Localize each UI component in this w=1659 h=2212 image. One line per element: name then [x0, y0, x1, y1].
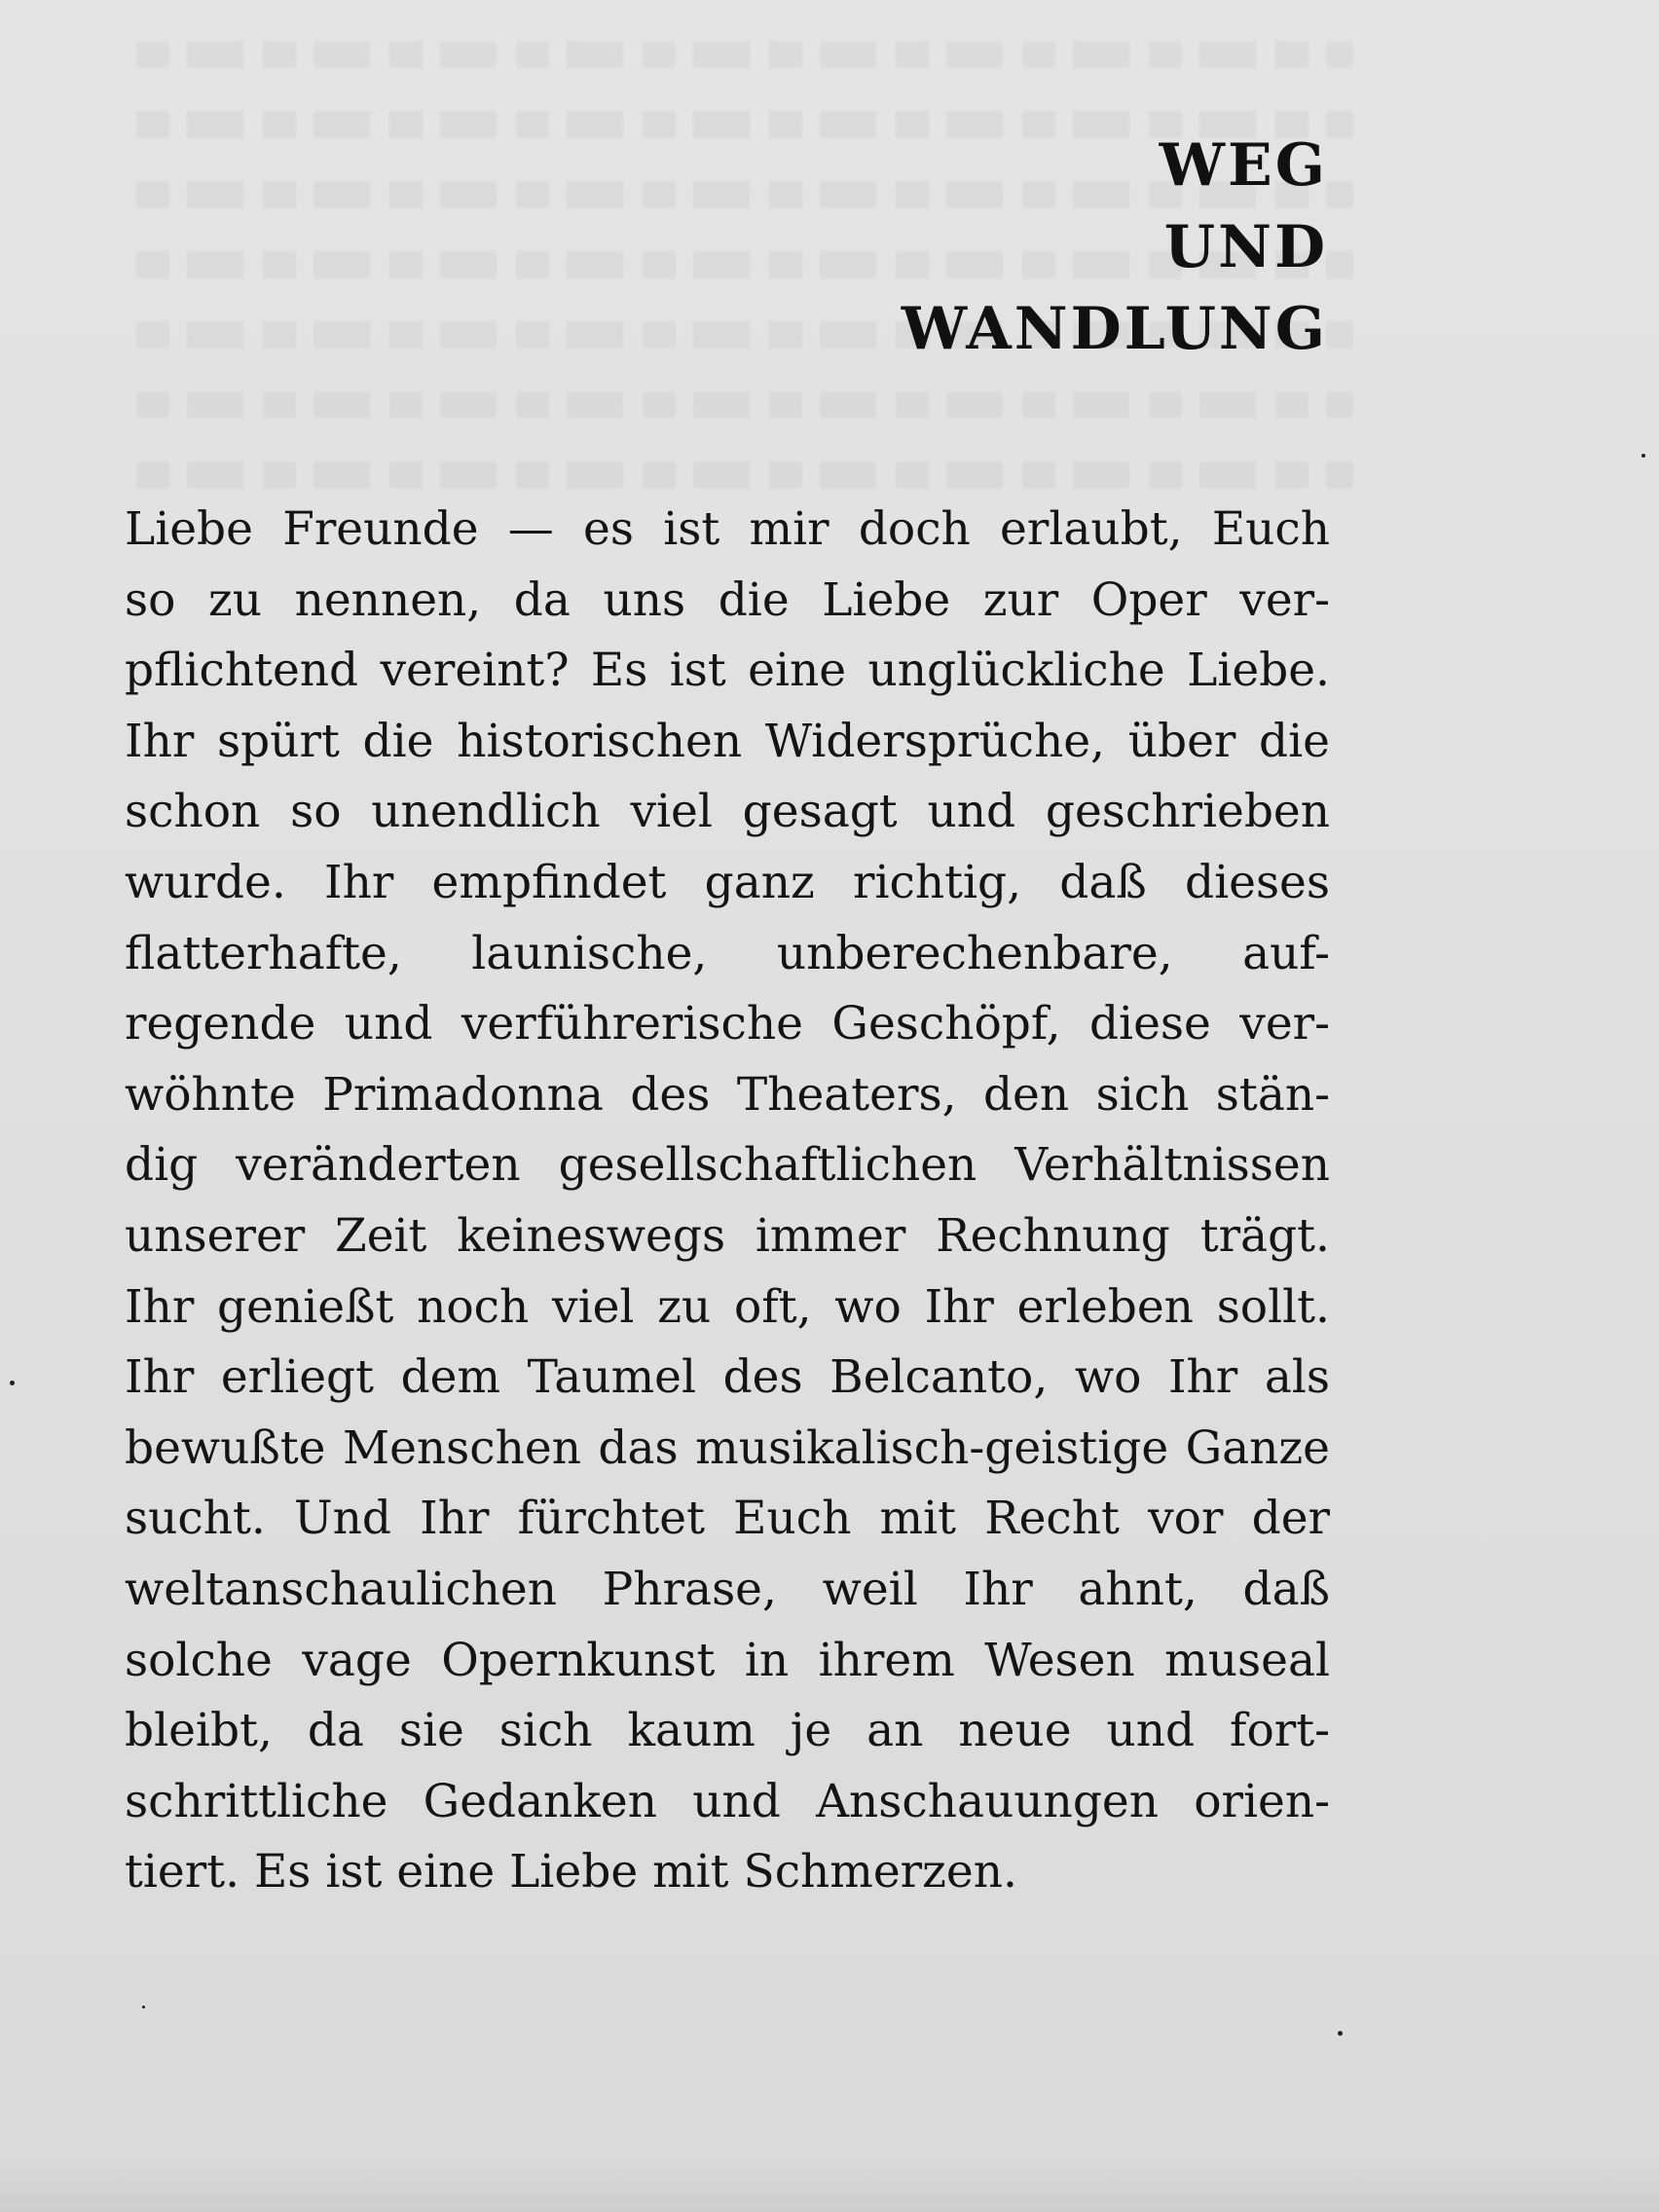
body-paragraph: [125, 495, 1330, 1908]
text-line: wurde. Ihr empfindet ganz richtig, daß dieses: [125, 855, 1330, 909]
text-line: bewußte Menschen das musikalisch-geistige Ganze: [125, 1420, 1330, 1475]
text-line: Ihr erliegt dem Taumel des Belcanto, wo Ihr als: [125, 1350, 1330, 1405]
text-line: sucht. Und Ihr fürchtet Euch mit Recht vor der: [125, 1492, 1330, 1546]
text-line: dig veränderten gesellschaftlichen Verhältnissen: [125, 1138, 1330, 1193]
speck-mark: [142, 2006, 145, 2009]
text-line: schrittliche Gedanken und Anschauungen orien-: [125, 1774, 1330, 1828]
text-line: tiert. Es ist eine Liebe mit Schmerzen.: [125, 1845, 1017, 1899]
text-line: Liebe Freunde — es ist mir doch erlaubt, Euch: [125, 502, 1330, 556]
text-line: unserer Zeit keineswegs immer Rechnung trägt.: [125, 1208, 1330, 1263]
text-line: Ihr spürt die historischen Widersprüche, über die: [125, 714, 1330, 768]
text-line: pflichtend vereint? Es ist eine unglückliche Liebe.: [125, 644, 1330, 698]
text-line: so zu nennen, da uns die Liebe zur Oper ver-: [125, 572, 1330, 627]
chapter-heading: [902, 125, 1328, 370]
page-bottom-shadow: [0, 2154, 1659, 2212]
text-line: solche vage Opernkunst in ihrem Wesen museal: [125, 1633, 1330, 1687]
text-line: Ihr genießt noch viel zu oft, wo Ihr erleben sollt.: [125, 1279, 1330, 1334]
heading-line-1: WEG: [1159, 131, 1328, 200]
text-line: schon so unendlich viel gesagt und geschrieben: [125, 785, 1330, 839]
text-line: weltanschaulichen Phrase, weil Ihr ahnt, daß: [125, 1562, 1330, 1616]
text-line: bleibt, da sie sich kaum je an neue und fort-: [125, 1704, 1330, 1758]
text-line: regende und verführerische Geschöpf, diese ver-: [125, 997, 1330, 1051]
text-line: flatterhafte, launische, unberechenbare, auf-: [125, 926, 1330, 980]
speck-mark: [10, 1381, 15, 1385]
text-line: wöhnte Primadonna des Theaters, den sich stän-: [125, 1067, 1330, 1122]
heading-line-2: UND: [1163, 213, 1328, 281]
speck-mark: [1641, 454, 1645, 458]
heading-line-3: WANDLUNG: [901, 295, 1328, 363]
speck-mark: [1338, 2031, 1343, 2036]
